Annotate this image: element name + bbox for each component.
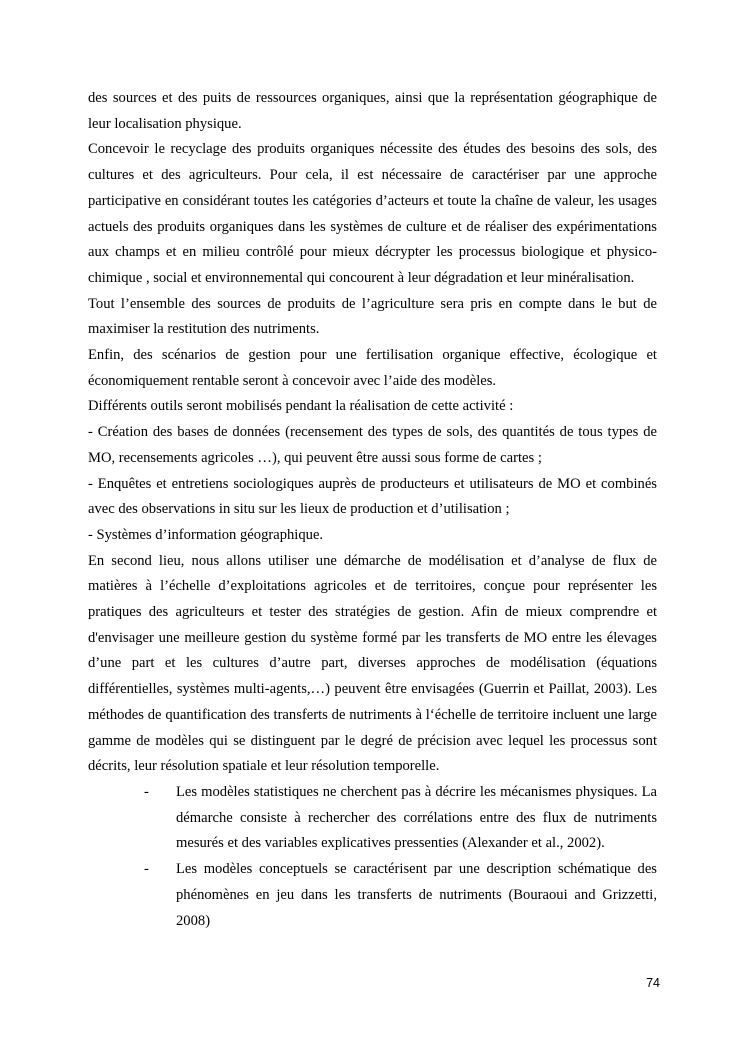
paragraph: En second lieu, nous allons utiliser une démarche de modélisation et d’analyse de flux de matières à l’échelle d’exploitations agricoles et de territoires, conçue pour représenter les pratiques des agriculteurs et tester des stratégies de gestion. Afin de mieux comprendre et d'envisager une meilleure gestion du système formé par les transferts de MO entre les élevages d’une part et les cultures d’autre part, diverses approches de modélisation (équations différentielles, systèmes multi-agents,…) peuvent être envisagées (Guerrin et Paillat, 2003). Les méthodes de quantification des transferts de nutriments à l‘échelle de territoire incluent une large gamme de modèles qui se distinguent par le degré de précision avec lequel les processus sont décrits, leur résolution spatiale et leur résolution temporelle. [88,552,657,775]
paragraph: Tout l’ensemble des sources de produits de l’agriculture sera pris en compte dans le but de maximiser la restitution des nutriments. [88,295,657,338]
page-body [88,86,657,934]
list-item [88,780,657,857]
paragraph: Concevoir le recyclage des produits organiques nécessite des études des besoins des sols, des cultures et des agriculteurs. Pour cela, il est nécessaire de caractériser par une approche participative en considérant toutes les catégories d’acteurs et toute la chaîne de valeur, les usages actuels des produits organiques dans les systèmes de culture et de réaliser des expérimentations aux champs et en milieu contrôlé pour mieux décrypter les processus biologique et physico-chimique , social et environnemental qui concourent à leur dégradation et leur minéralisation. [88,141,657,286]
paragraph: des sources et des puits de ressources organiques, ainsi que la représentation géographique de leur localisation physique. [88,90,657,132]
paragraph: - Systèmes d’information géographique. [88,526,324,543]
list-item [88,857,657,934]
paragraph: - Enquêtes et entretiens sociologiques auprès de producteurs et utilisateurs de MO et combinés avec des observations in situ sur les lieux de production et d’utilisation ; [88,475,657,518]
paragraph: Enfin, des scénarios de gestion pour une fertilisation organique effective, écologique et économiquement rentable seront à concevoir avec l’aide des modèles. [88,347,657,389]
model-types-list [88,780,657,934]
list-bullet: - [144,861,149,878]
paragraph: Différents outils seront mobilisés pendant la réalisation de cette activité : [88,398,514,415]
list-item-text: Les modèles conceptuels se caractérisent par une description schématique des phénomènes en jeu dans les transferts de nutriments (Bouraoui and Grizzetti, 2008) [176,861,657,929]
list-item-text: Les modèles statistiques ne cherchent pas à décrire les mécanismes physiques. La démarche consiste à rechercher des corrélations entre des flux de nutriments mesurés et des variables explicatives pressenties (Alexander et al., 2002). [176,783,657,852]
list-bullet: - [144,783,149,800]
paragraph: - Création des bases de données (recensement des types de sols, des quantités de tous types de MO, recensements agricoles …), qui peuvent être aussi sous forme de cartes ; [88,424,657,466]
page-number: 74 [646,976,660,990]
